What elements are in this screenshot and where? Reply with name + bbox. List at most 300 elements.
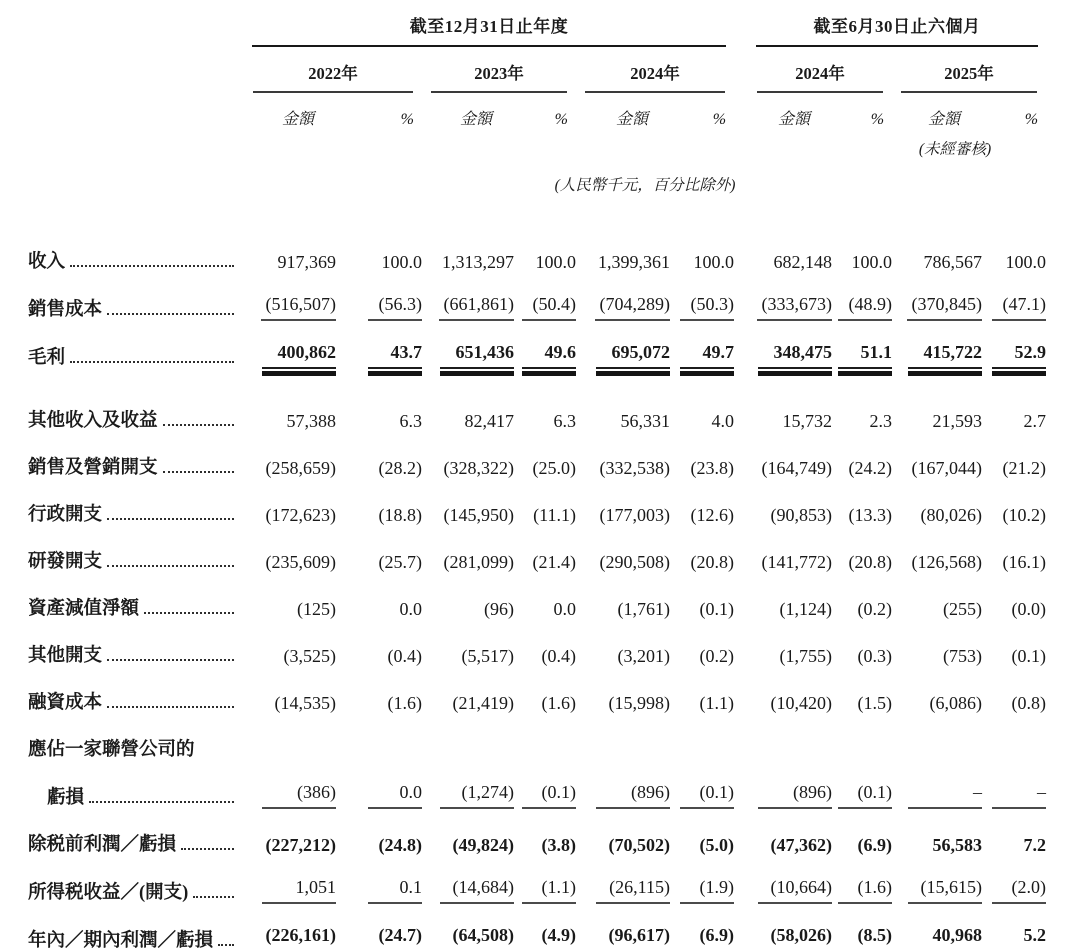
percent-cell: [832, 583, 892, 630]
percent-cell: [514, 914, 576, 948]
amount-value: (14,535): [274, 693, 336, 713]
amount-value: (516,507): [261, 294, 337, 321]
col-header-percent: %: [400, 111, 414, 128]
percent-cell: [832, 536, 892, 583]
amount-cell: [576, 771, 670, 819]
dot-leader: [193, 896, 234, 898]
amount-cell: [748, 914, 832, 948]
amount-value: (47,362): [770, 835, 833, 855]
amount-value: (145,950): [443, 505, 514, 525]
table-row: [28, 630, 1046, 677]
group-gap: [734, 819, 748, 866]
period-header-interim: [748, 12, 1046, 47]
percent-value: (21.4): [532, 552, 576, 572]
row-label-cell: [28, 630, 244, 677]
year-header-2022: 2022年: [244, 47, 422, 93]
group-gap: [734, 331, 748, 387]
amount-cell: [576, 387, 670, 442]
amount-value: 57,388: [286, 411, 336, 431]
amount-value: (281,099): [443, 552, 514, 572]
percent-value: 0.0: [399, 599, 422, 619]
group-gap: [734, 12, 748, 47]
amount-cell: [748, 866, 832, 914]
amount-cell: [576, 195, 670, 283]
amount-cell: [576, 442, 670, 489]
amount-cell: [422, 195, 514, 283]
percent-cell: [336, 771, 422, 819]
percent-value: (1.1): [699, 693, 735, 713]
amount-value: (70,502): [608, 835, 670, 855]
row-label: 虧損: [47, 788, 85, 808]
percent-cell: [982, 819, 1046, 866]
percent-cell: [514, 283, 576, 331]
amount-value: (141,772): [761, 552, 833, 572]
amount-cell: [892, 536, 982, 583]
amount-value: (126,568): [911, 552, 983, 572]
dot-leader: [70, 361, 234, 363]
table-row: [28, 914, 1046, 948]
amount-cell: [244, 583, 336, 630]
row-label-cell: [28, 536, 244, 583]
percent-value: (16.1): [1002, 552, 1047, 572]
amount-cell: [244, 331, 336, 387]
percent-value: (24.7): [368, 925, 422, 948]
amount-value: (896): [596, 782, 670, 809]
amount-cell: [244, 819, 336, 866]
amount-value: (3,525): [283, 646, 336, 666]
percent-value: (0.3): [857, 646, 893, 666]
amount-cell: [892, 387, 982, 442]
percent-value: (28.2): [378, 458, 422, 478]
percent-value: (47.1): [992, 294, 1046, 321]
year-header-2024-interim: 2024年: [748, 47, 892, 93]
amount-value: (333,673): [757, 294, 833, 321]
table-row: [28, 866, 1046, 914]
amount-value: (290,508): [599, 552, 670, 572]
table-row: [28, 677, 1046, 724]
amount-cell: [748, 442, 832, 489]
percent-value: (0.2): [699, 646, 735, 666]
amount-value: (172,623): [265, 505, 336, 525]
amount-cell: [748, 630, 832, 677]
dot-leader: [107, 518, 234, 520]
percent-value: 6.3: [553, 411, 576, 431]
percent-cell: [832, 331, 892, 387]
amount-cell: [422, 387, 514, 442]
row-label: 收入: [28, 252, 66, 272]
percent-value: 4.0: [711, 411, 735, 431]
percent-value: (11.1): [533, 505, 576, 525]
percent-value: (50.4): [522, 294, 576, 321]
percent-value: (12.6): [690, 505, 735, 525]
row-label-cell: [28, 771, 244, 819]
col-header-percent: %: [1024, 111, 1039, 128]
amount-cell: [748, 195, 832, 283]
year-header-2025: 2025年: [892, 47, 1046, 93]
amount-cell: [748, 583, 832, 630]
amount-value: (49,824): [452, 835, 514, 855]
col-header-percent: %: [870, 111, 885, 128]
amount-cell: [748, 331, 832, 387]
amount-cell: [748, 536, 832, 583]
percent-cell: [832, 442, 892, 489]
amount-value: (96): [484, 599, 514, 619]
dot-leader: [89, 801, 234, 803]
amount-value: (10,420): [770, 693, 833, 713]
amount-cell: [244, 442, 336, 489]
percent-value: (21.2): [1002, 458, 1047, 478]
amount-value: (328,322): [443, 458, 514, 478]
dot-leader: [107, 706, 234, 708]
row-label: 所得税收益／(開支): [28, 883, 189, 903]
amount-value: (125): [297, 599, 336, 619]
row-label-cell: [28, 331, 244, 387]
amount-cell: [576, 536, 670, 583]
percent-cell: [982, 630, 1046, 677]
amount-value: 415,722: [908, 342, 982, 369]
percent-cell: [514, 331, 576, 387]
amount-cell: [748, 819, 832, 866]
col-header-percent: %: [712, 111, 727, 128]
table-row: [28, 583, 1046, 630]
row-label-cell: [28, 442, 244, 489]
dot-leader: [107, 565, 234, 567]
table-header: [28, 12, 1046, 195]
amount-value: (226,161): [261, 925, 337, 948]
dot-leader: [70, 265, 234, 267]
amount-value: (80,026): [920, 505, 983, 525]
percent-value: 5.2: [992, 925, 1046, 948]
row-label: 行政開支: [28, 505, 103, 525]
amount-cell: [422, 442, 514, 489]
percent-value: (24.8): [378, 835, 422, 855]
group-gap: [734, 914, 748, 948]
amount-value: (10,664): [758, 877, 832, 904]
percent-cell: [336, 195, 422, 283]
percent-value: (1.5): [857, 693, 893, 713]
table-row: [28, 536, 1046, 583]
amount-cell: [748, 283, 832, 331]
percent-cell: [982, 771, 1046, 819]
percent-cell: [832, 914, 892, 948]
percent-cell: [670, 489, 734, 536]
percent-cell: [670, 331, 734, 387]
table-row: [28, 489, 1046, 536]
amount-value: (258,659): [265, 458, 336, 478]
percent-cell: [982, 866, 1046, 914]
table-body: [28, 195, 1046, 948]
row-label-cell: [28, 866, 244, 914]
percent-value: 49.6: [522, 342, 576, 369]
row-label-cell: [28, 914, 244, 948]
amount-cell: [576, 866, 670, 914]
percent-value: (0.1): [838, 782, 892, 809]
percent-cell: [982, 536, 1046, 583]
group-gap: [734, 866, 748, 914]
amount-value: (3,201): [617, 646, 670, 666]
amount-value: 40,968: [908, 925, 982, 948]
percent-value: (0.4): [541, 646, 576, 666]
group-gap: [734, 489, 748, 536]
amount-value: (64,508): [440, 925, 514, 948]
group-gap: [734, 677, 748, 724]
percent-cell: [670, 914, 734, 948]
percent-cell: [832, 283, 892, 331]
amount-value: (96,617): [596, 925, 670, 948]
percent-cell: [832, 677, 892, 724]
amount-value: 56,331: [620, 411, 670, 431]
amount-value: (1,274): [440, 782, 514, 809]
percent-value: (1.6): [541, 693, 576, 713]
row-label: 融資成本: [28, 693, 103, 713]
amount-cell: [244, 630, 336, 677]
percent-cell: [514, 819, 576, 866]
amount-cell: [892, 442, 982, 489]
percent-cell: [982, 283, 1046, 331]
amount-value: (167,044): [911, 458, 983, 478]
percent-value: 100.0: [693, 252, 735, 272]
amount-cell: [576, 677, 670, 724]
amount-cell: [748, 771, 832, 819]
percent-value: (25.0): [532, 458, 576, 478]
percent-cell: [514, 536, 576, 583]
row-label: 銷售成本: [28, 300, 103, 320]
table-row: [28, 724, 1046, 771]
amount-value: (386): [262, 782, 336, 809]
amount-cell: [892, 630, 982, 677]
col-header-amount: 金額: [281, 111, 314, 128]
amount-cell: [244, 677, 336, 724]
percent-cell: [514, 489, 576, 536]
amount-value: (15,615): [908, 877, 982, 904]
percent-value: (6.9): [857, 835, 893, 855]
amount-value: 21,593: [932, 411, 983, 431]
percent-value: (1.1): [522, 877, 576, 904]
amount-value: (704,289): [595, 294, 671, 321]
amount-value: (21,419): [452, 693, 514, 713]
amount-value: (1,755): [779, 646, 833, 666]
percent-value: (5.0): [699, 835, 735, 855]
amount-value: (14,684): [440, 877, 514, 904]
group-gap: [734, 283, 748, 331]
dot-leader: [181, 848, 234, 850]
percent-cell: [670, 819, 734, 866]
percent-cell: [514, 677, 576, 724]
percent-value: (0.8): [1011, 693, 1047, 713]
row-label: 除税前利潤／虧損: [28, 835, 177, 855]
percent-cell: [336, 583, 422, 630]
amount-cell: [892, 195, 982, 283]
amount-value: (227,212): [265, 835, 336, 855]
amount-value: (370,845): [907, 294, 983, 321]
amount-value: 1,313,297: [442, 252, 514, 272]
row-label: 其他收入及收益: [28, 411, 158, 431]
row-label-cell: [28, 819, 244, 866]
amount-cell: [892, 331, 982, 387]
percent-value: (20.8): [848, 552, 893, 572]
percent-value: 2.3: [869, 411, 893, 431]
dot-leader: [163, 471, 234, 473]
amount-cell: [892, 771, 982, 819]
amount-value: –: [908, 782, 982, 809]
percent-value: 6.3: [399, 411, 422, 431]
percent-cell: [832, 771, 892, 819]
percent-cell: [670, 195, 734, 283]
amount-cell: [748, 489, 832, 536]
amount-cell: [422, 536, 514, 583]
group-gap: [734, 536, 748, 583]
amount-cell: [576, 489, 670, 536]
percent-value: (1.9): [680, 877, 734, 904]
percent-cell: [670, 771, 734, 819]
percent-cell: [336, 677, 422, 724]
table-row: [28, 283, 1046, 331]
row-label-cell: [28, 677, 244, 724]
percent-cell: [514, 866, 576, 914]
percent-value: 100.0: [851, 252, 893, 272]
amount-cell: [576, 819, 670, 866]
percent-value: (23.8): [690, 458, 735, 478]
percent-value: (0.0): [1011, 599, 1047, 619]
percent-value: (2.0): [992, 877, 1046, 904]
percent-value: (0.1): [1011, 646, 1047, 666]
amount-value: (255): [943, 599, 983, 619]
amount-value: (26,115): [596, 877, 670, 904]
amount-cell: [244, 771, 336, 819]
percent-cell: [336, 283, 422, 331]
percent-value: (20.8): [690, 552, 735, 572]
percent-cell: [670, 283, 734, 331]
dot-leader: [144, 612, 234, 614]
row-label: 研發開支: [28, 552, 103, 572]
percent-cell: [832, 489, 892, 536]
percent-value: 2.7: [1023, 411, 1047, 431]
amount-cell: [748, 387, 832, 442]
percent-value: 0.1: [368, 877, 422, 904]
percent-value: (56.3): [368, 294, 422, 321]
percent-value: 100.0: [535, 252, 576, 272]
amount-value: 348,475: [758, 342, 832, 369]
row-label: 毛利: [28, 348, 66, 368]
percent-cell: [336, 630, 422, 677]
period-header-annual: [244, 12, 734, 47]
amount-value: 1,399,361: [598, 252, 670, 272]
percent-value: (18.8): [378, 505, 422, 525]
percent-cell: [982, 914, 1046, 948]
dot-leader: [107, 313, 234, 315]
percent-cell: [670, 387, 734, 442]
amount-value: 917,369: [277, 252, 336, 272]
percent-value: (3.8): [541, 835, 576, 855]
amount-value: (5,517): [461, 646, 514, 666]
percent-value: (0.1): [699, 599, 735, 619]
percent-value: 0.0: [553, 599, 576, 619]
percent-cell: [336, 866, 422, 914]
percent-value: 52.9: [992, 342, 1046, 369]
amount-value: (6,086): [929, 693, 983, 713]
percent-value: 49.7: [680, 342, 734, 369]
amount-value: 1,051: [262, 877, 336, 904]
amount-value: 56,583: [932, 835, 983, 855]
amount-cell: [422, 866, 514, 914]
year-header-2023: 2023年: [422, 47, 576, 93]
amount-cell: [422, 819, 514, 866]
row-label-cell: [28, 489, 244, 536]
amount-cell: [892, 819, 982, 866]
amount-cell: [892, 866, 982, 914]
percent-value: (6.9): [680, 925, 734, 948]
amount-value: (58,026): [758, 925, 832, 948]
amount-cell: [422, 331, 514, 387]
group-gap: [734, 442, 748, 489]
amount-value: (332,538): [599, 458, 670, 478]
percent-value: (13.3): [848, 505, 893, 525]
row-label-cell: [28, 195, 244, 283]
percent-cell: [514, 771, 576, 819]
amount-value: 786,567: [923, 252, 983, 272]
amount-value: 82,417: [464, 411, 514, 431]
amount-value: 682,148: [773, 252, 833, 272]
percent-cell: [982, 489, 1046, 536]
amount-value: (177,003): [599, 505, 670, 525]
percent-value: (1.6): [838, 877, 892, 904]
group-gap: [734, 387, 748, 442]
col-header-amount: 金額: [778, 111, 811, 128]
amount-value: (1,124): [779, 599, 833, 619]
amount-cell: [892, 677, 982, 724]
percent-cell: [514, 583, 576, 630]
amount-cell: [244, 283, 336, 331]
percent-cell: [982, 195, 1046, 283]
percent-value: (8.5): [838, 925, 892, 948]
percent-cell: [336, 331, 422, 387]
percent-value: (48.9): [838, 294, 892, 321]
amount-cell: [244, 536, 336, 583]
table-row: [28, 819, 1046, 866]
percent-value: 0.0: [368, 782, 422, 809]
percent-value: (25.7): [378, 552, 422, 572]
percent-cell: [514, 442, 576, 489]
amount-cell: [576, 914, 670, 948]
row-label: 資產減值淨額: [28, 599, 140, 619]
amount-value: (90,853): [770, 505, 833, 525]
amount-value: (235,609): [265, 552, 336, 572]
amount-cell: [244, 914, 336, 948]
amount-cell: [892, 283, 982, 331]
annual-period-title: 截至12月31日止年度: [409, 17, 569, 36]
percent-cell: [514, 387, 576, 442]
amount-cell: [892, 914, 982, 948]
table-row: [28, 195, 1046, 283]
percent-cell: [982, 331, 1046, 387]
table-row: [28, 442, 1046, 489]
amount-value: 651,436: [440, 342, 514, 369]
percent-value: (0.2): [857, 599, 893, 619]
percent-cell: [336, 536, 422, 583]
percent-cell: [514, 630, 576, 677]
amount-cell: [244, 387, 336, 442]
dot-leader: [107, 659, 234, 661]
amount-cell: [576, 583, 670, 630]
row-label-cell: [28, 283, 244, 331]
row-label: 年內／期內利潤／虧損: [28, 931, 214, 948]
amount-cell: [422, 489, 514, 536]
unaudited-note: (未經審核): [918, 141, 992, 158]
amount-cell: [576, 630, 670, 677]
income-statement-table: [28, 12, 1046, 948]
table-row: [28, 771, 1046, 819]
percent-value: (1.6): [387, 693, 422, 713]
